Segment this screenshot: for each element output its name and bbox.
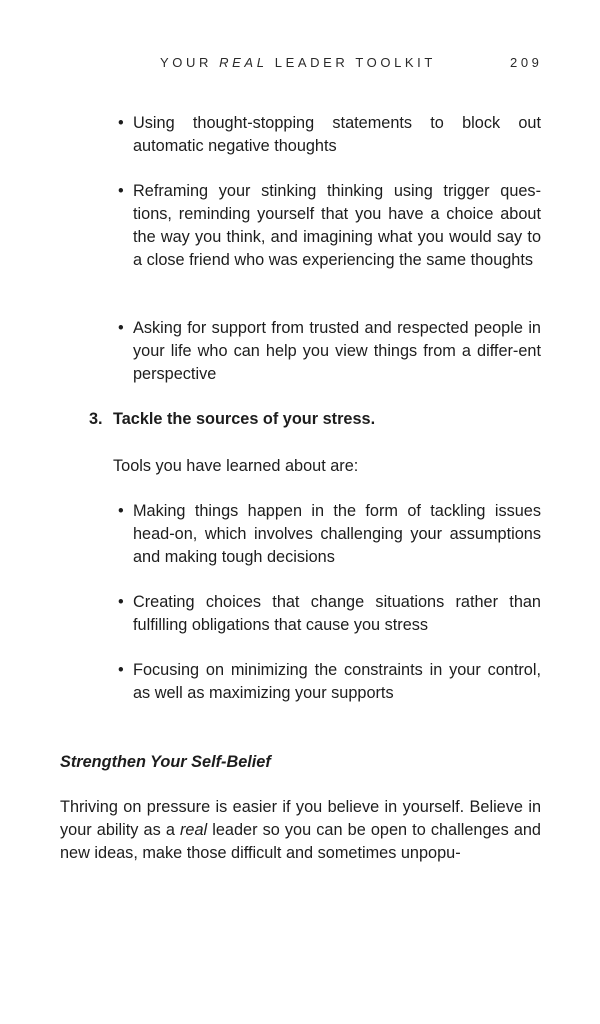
numbered-step-heading xyxy=(89,408,375,431)
bullet-item xyxy=(118,112,541,158)
body-paragraph: Thriving on pressure is easier if you believe in yourself. Believe in your ability as a real leader so you can be open to challenges and new ideas, make those difficult and sometimes unpopu- xyxy=(60,798,541,862)
bullet-item xyxy=(118,591,541,637)
bullet-item xyxy=(118,659,541,705)
bullet-dot: • xyxy=(118,502,124,520)
bullet-dot: • xyxy=(118,661,124,679)
bullet-text: Making things happen in the form of tackling issues head-on, which involves challenging your assumptions and making tough decisions xyxy=(133,502,541,566)
bullet-item xyxy=(118,180,541,272)
bullet-text: Focusing on minimizing the constraints in your control, as well as maximizing your supports xyxy=(133,661,541,702)
running-header xyxy=(0,55,600,75)
bullet-dot: • xyxy=(118,182,124,200)
bullet-text: Using thought-stopping statements to block out automatic negative thoughts xyxy=(133,114,541,155)
running-title-emphasis: REAL xyxy=(219,55,268,70)
bullet-text: Asking for support from trusted and respected people in your life who can help you view things from a differ-ent perspective xyxy=(133,319,541,383)
step-title: Tackle the sources of your stress. xyxy=(113,410,376,428)
tools-intro: Tools you have learned about are: xyxy=(113,457,359,475)
bullet-item xyxy=(118,500,541,569)
bullet-dot: • xyxy=(118,319,124,337)
bullet-dot: • xyxy=(118,114,124,132)
paragraph-emphasis: real xyxy=(179,821,208,839)
step-number: 3. xyxy=(89,410,103,428)
bullet-item xyxy=(118,317,541,386)
bullet-text: Reframing your stinking thinking using trigger ques-tions, reminding yourself that you have a choice about the way you think, and imagining what you would say to a close friend who was experiencing the same thoughts xyxy=(133,182,541,269)
page-number: 209 xyxy=(510,55,543,70)
bullet-text: Creating choices that change situations rather than fulfilling obligations that cause you stress xyxy=(133,593,541,634)
bullet-dot: • xyxy=(118,593,124,611)
section-heading: Strengthen Your Self-Belief xyxy=(60,753,271,771)
running-title: YOUR REAL LEADER TOOLKIT xyxy=(160,55,436,70)
